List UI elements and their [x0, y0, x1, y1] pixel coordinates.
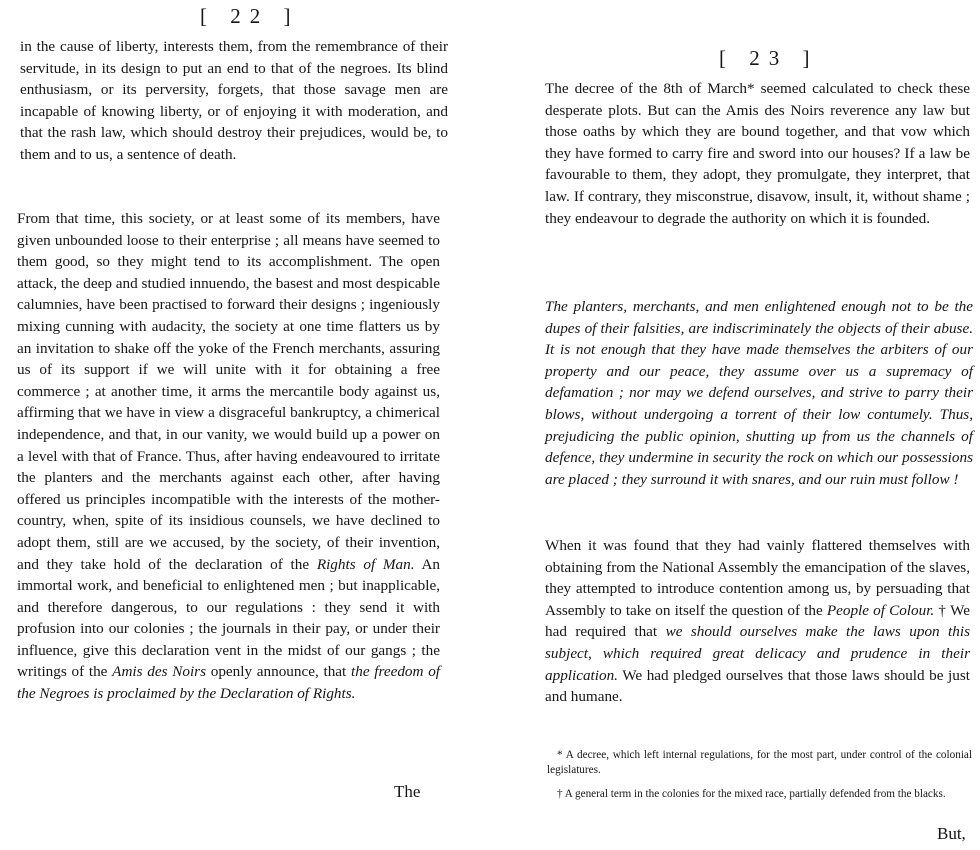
catchword: But, [937, 824, 966, 843]
paragraph [17, 208, 440, 705]
paragraph-text: An immortal work, and beneficial to enlightened men ; but inapplicable, and therefore dangerous, to our regulations : they send it with profusion into our colonies ; the journals in their pay, or under their influence, give this declaration vent in the midst of our gangs ; the writings of the [17, 555, 440, 681]
italic-paragraph: The planters, merchants, and men enlightened enough not to be the dupes of their falsities, are indiscriminately the objects of their abuse. It is not enough that they have made themselves the arbiters of our property and our peace, they assume over us a supremacy of defamation ; nor may we defend ourselves, and strive to parry their blows, without undergoing a torrent of their low contumely. Thus, prejudicing the public opinion, shutting up from us the channels of defence, they undermine in security the rock on which our possessions are placed ; they surround it with snares, and our ruin must follow ! [545, 298, 973, 488]
footnote-marker: * [746, 80, 755, 97]
right-page [512, 0, 980, 850]
paragraph-text: seemed calculated to check these desperate plots. But can the Amis des Noirs reverence any law but those oaths by which they are bound together, and that vow which they have formed to carry fire and sword into our houses? If a law be favourable to them, they adopt, they promulgate, they interpret, that law. If contrary, they misconstrue, disavow, insult, it, without shame ; they endeavour to degrade the authority on which it is founded. [545, 80, 970, 227]
paragraph-text: openly announce, that [210, 663, 347, 681]
italic-text: we should ourselves make the laws upon this subject, which required great delicacy and prudence in their application. [545, 623, 970, 684]
italic-quote: the freedom of the Negroes is proclaimed by the Declaration of Rights. [17, 663, 441, 703]
footnote: † A general term in the colonies for the mixed race, partially defended from the blacks. [557, 788, 946, 800]
paragraph: in the cause of liberty, interests them, from the remembrance of their servitude, in its design to put an end to that of the negroes. Its blind enthusiasm, or its perversity, forgets, that those savage men are incapable of knowing liberty, or of enjoying it with moderation, and that the rash law, which should destroy their prejudices, would be, to them and to us, a sentence of death. [20, 38, 448, 163]
paragraph [545, 78, 970, 229]
paragraph [545, 535, 970, 708]
paragraph-text: The decree of the 8th of March [545, 80, 747, 97]
paragraph-text: We had pledged ourselves that those laws should be just and humane. [545, 666, 970, 706]
paragraph-text: From that time, this society, or at least some of its members, have given unbounded loose to their enterprise ; all means have seemed to them good, so they might tend to its accomplishment. The open attack, the deep and studied innuendo, the basest and most despicable calumnies, have been practised to forward their designs ; ingeniously mixing cunning with audacity, the society at one time flatters us by an invitation to shake off the yoke of the French merchants, assuring us of its support if we will unite with it for obtaining a free commerce ; at another time, it arms the mercantile body against us, affirming that we have in view a disgraceful bankruptcy, a chimerical independence, and that, in our vanity, we would build up a power on a level with that of France. Thus, after having endeavoured to irritate the planters and the merchants against each other, after having offered us principles incompatible with the interests of the mother-country, when, spite of its insidious counsels, we have declined to adopt them, still are we accused, by the society, of their invention, and they take hold of the declaration of the [17, 210, 440, 573]
left-page [0, 0, 470, 850]
paragraph-text: When it was found that they had vainly flattered themselves with obtaining from the National Assembly the emancipation of the slaves, they attempted to introduce contention among us, by persuading that Assembly to take on itself the question of the [545, 537, 970, 619]
footnote-marker: † [938, 601, 947, 619]
italic-term: People of Colour. [826, 601, 935, 619]
catchword: The [394, 782, 421, 801]
paragraph-text: We had required that [545, 601, 971, 641]
page-number: [ 23 ] [719, 46, 819, 70]
page-number: [ 22 ] [200, 4, 300, 28]
italic-name: Amis des Noirs [112, 663, 206, 681]
footnote: * A decree, which left internal regulations, for the most part, under control of the colonial legislatures. [547, 749, 972, 776]
italic-title: Rights of Man. [316, 555, 415, 573]
